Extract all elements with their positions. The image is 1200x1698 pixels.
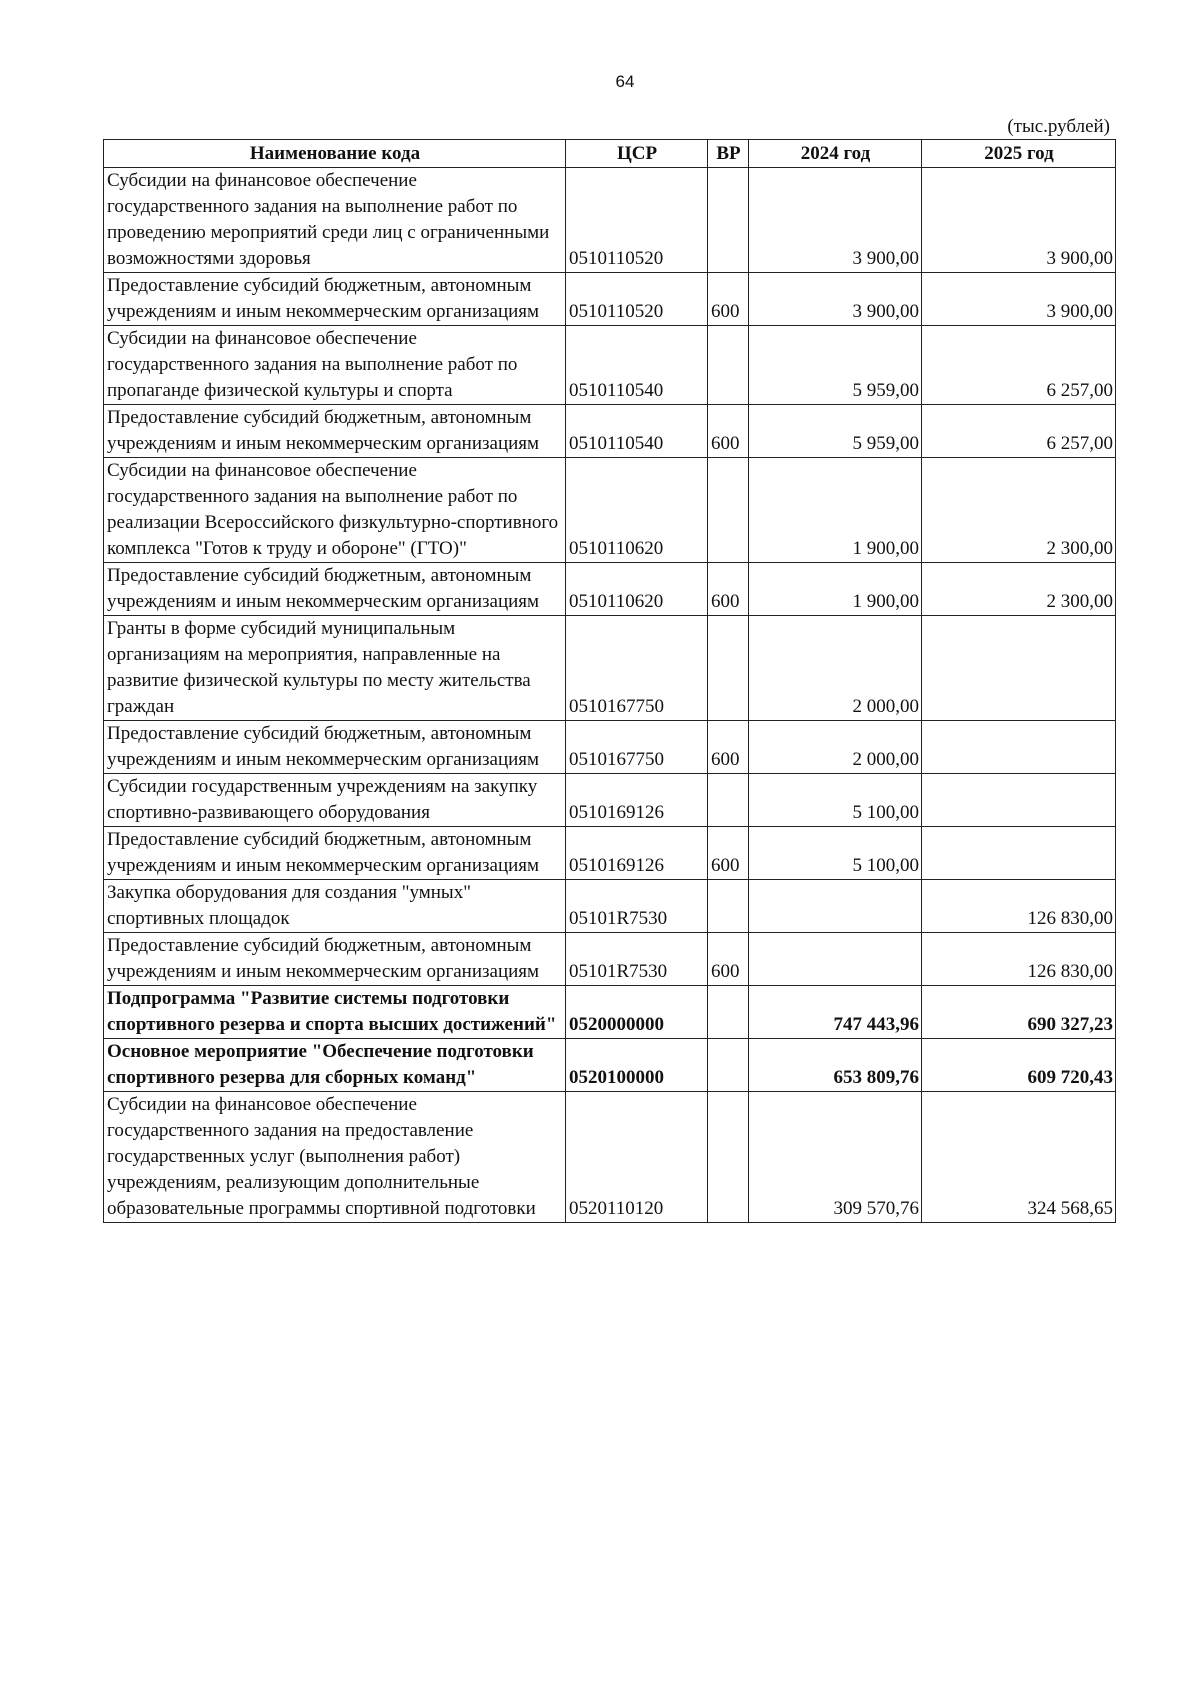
table-row xyxy=(104,1092,1116,1223)
row-csr-cell: 0510110620 xyxy=(566,458,708,563)
table-row xyxy=(104,168,1116,273)
row-csr-cell: 0510110520 xyxy=(566,168,708,273)
row-2025-cell: 2 300,00 xyxy=(922,563,1116,616)
row-csr-cell: 0510110520 xyxy=(566,273,708,326)
row-name-cell: Субсидии на финансовое обеспечение государственного задания на предоставление государственных услуг (выполнения работ) учреждениям, реализующим дополнительные образовательные программы спортивной подготовки xyxy=(104,1092,566,1223)
row-2024-cell: 747 443,96 xyxy=(749,986,922,1039)
row-csr-cell: 0520110120 xyxy=(566,1092,708,1223)
row-2024-cell: 5 100,00 xyxy=(749,827,922,880)
row-vr-cell xyxy=(708,326,749,405)
row-vr-cell xyxy=(708,168,749,273)
row-2025-cell: 324 568,65 xyxy=(922,1092,1116,1223)
row-name-cell: Закупка оборудования для создания "умных" спортивных площадок xyxy=(104,880,566,933)
row-2024-cell: 1 900,00 xyxy=(749,563,922,616)
row-2024-cell: 2 000,00 xyxy=(749,616,922,721)
row-name-cell: Подпрограмма "Развитие системы подготовки спортивного резерва и спорта высших достижений" xyxy=(104,986,566,1039)
row-vr-cell xyxy=(708,458,749,563)
table-row xyxy=(104,563,1116,616)
row-2025-cell: 690 327,23 xyxy=(922,986,1116,1039)
row-name-cell: Гранты в форме субсидий муниципальным организациям на мероприятия, направленные на развитие физической культуры по месту жительства граждан xyxy=(104,616,566,721)
row-vr-cell xyxy=(708,986,749,1039)
row-vr-cell xyxy=(708,774,749,827)
header-name: Наименование кода xyxy=(104,140,566,168)
row-vr-cell: 600 xyxy=(708,827,749,880)
table-row xyxy=(104,1039,1116,1092)
row-csr-cell: 0510110620 xyxy=(566,563,708,616)
row-2024-cell: 653 809,76 xyxy=(749,1039,922,1092)
header-year-2025: 2025 год xyxy=(922,140,1116,168)
row-2024-cell: 1 900,00 xyxy=(749,458,922,563)
header-csr: ЦСР xyxy=(566,140,708,168)
units-label: (тыс.рублей) xyxy=(1007,116,1110,137)
row-2024-cell: 309 570,76 xyxy=(749,1092,922,1223)
table-header-row xyxy=(104,140,1116,168)
budget-table xyxy=(103,139,1116,1223)
table-row xyxy=(104,326,1116,405)
row-csr-cell: 0510169126 xyxy=(566,827,708,880)
table-row xyxy=(104,986,1116,1039)
row-2025-cell: 3 900,00 xyxy=(922,273,1116,326)
table-row xyxy=(104,880,1116,933)
row-2024-cell: 5 100,00 xyxy=(749,774,922,827)
row-vr-cell: 600 xyxy=(708,721,749,774)
table-row xyxy=(104,774,1116,827)
row-vr-cell: 600 xyxy=(708,273,749,326)
page-number: 64 xyxy=(615,72,635,91)
row-name-cell: Субсидии на финансовое обеспечение государственного задания на выполнение работ по проведению мероприятий среди лиц с ограниченными возможностями здоровья xyxy=(104,168,566,273)
row-2025-cell: 126 830,00 xyxy=(922,880,1116,933)
row-name-cell: Субсидии государственным учреждениям на закупку спортивно-развивающего оборудования xyxy=(104,774,566,827)
row-2024-cell: 5 959,00 xyxy=(749,405,922,458)
row-name-cell: Субсидии на финансовое обеспечение государственного задания на выполнение работ по реализации Всероссийского физкультурно-спортивного комплекса "Готов к труду и обороне" (ГТО)" xyxy=(104,458,566,563)
table-row xyxy=(104,933,1116,986)
row-name-cell: Субсидии на финансовое обеспечение государственного задания на выполнение работ по пропаганде физической культуры и спорта xyxy=(104,326,566,405)
row-csr-cell: 05101R7530 xyxy=(566,880,708,933)
row-2025-cell xyxy=(922,774,1116,827)
row-2025-cell xyxy=(922,721,1116,774)
row-csr-cell: 0510110540 xyxy=(566,405,708,458)
row-2025-cell: 3 900,00 xyxy=(922,168,1116,273)
row-csr-cell: 0510169126 xyxy=(566,774,708,827)
row-vr-cell: 600 xyxy=(708,405,749,458)
row-name-cell: Предоставление субсидий бюджетным, автономным учреждениям и иным некоммерческим организациям xyxy=(104,405,566,458)
table-row xyxy=(104,827,1116,880)
row-name-cell: Предоставление субсидий бюджетным, автономным учреждениям и иным некоммерческим организациям xyxy=(104,563,566,616)
row-2024-cell: 3 900,00 xyxy=(749,168,922,273)
row-vr-cell xyxy=(708,1092,749,1223)
row-name-cell: Предоставление субсидий бюджетным, автономным учреждениям и иным некоммерческим организациям xyxy=(104,827,566,880)
row-vr-cell xyxy=(708,616,749,721)
row-csr-cell: 0520100000 xyxy=(566,1039,708,1092)
row-2024-cell: 2 000,00 xyxy=(749,721,922,774)
table-row xyxy=(104,458,1116,563)
row-name-cell: Предоставление субсидий бюджетным, автономным учреждениям и иным некоммерческим организациям xyxy=(104,933,566,986)
row-csr-cell: 05101R7530 xyxy=(566,933,708,986)
row-csr-cell: 0510167750 xyxy=(566,721,708,774)
row-vr-cell: 600 xyxy=(708,563,749,616)
row-2025-cell: 6 257,00 xyxy=(922,326,1116,405)
row-2025-cell xyxy=(922,827,1116,880)
table-row xyxy=(104,273,1116,326)
row-name-cell: Основное мероприятие "Обеспечение подготовки спортивного резерва для сборных команд" xyxy=(104,1039,566,1092)
row-2025-cell: 126 830,00 xyxy=(922,933,1116,986)
row-name-cell: Предоставление субсидий бюджетным, автономным учреждениям и иным некоммерческим организациям xyxy=(104,273,566,326)
row-name-cell: Предоставление субсидий бюджетным, автономным учреждениям и иным некоммерческим организациям xyxy=(104,721,566,774)
row-csr-cell: 0510110540 xyxy=(566,326,708,405)
row-2025-cell: 609 720,43 xyxy=(922,1039,1116,1092)
row-2025-cell: 2 300,00 xyxy=(922,458,1116,563)
row-2024-cell xyxy=(749,880,922,933)
row-2024-cell: 3 900,00 xyxy=(749,273,922,326)
table-row xyxy=(104,405,1116,458)
row-2024-cell xyxy=(749,933,922,986)
row-2025-cell xyxy=(922,616,1116,721)
table-row xyxy=(104,721,1116,774)
row-vr-cell: 600 xyxy=(708,933,749,986)
row-vr-cell xyxy=(708,1039,749,1092)
table-body xyxy=(104,168,1116,1223)
header-year-2024: 2024 год xyxy=(749,140,922,168)
row-vr-cell xyxy=(708,880,749,933)
header-vr: ВР xyxy=(708,140,749,168)
table-row xyxy=(104,616,1116,721)
row-csr-cell: 0510167750 xyxy=(566,616,708,721)
row-2025-cell: 6 257,00 xyxy=(922,405,1116,458)
row-csr-cell: 0520000000 xyxy=(566,986,708,1039)
row-2024-cell: 5 959,00 xyxy=(749,326,922,405)
